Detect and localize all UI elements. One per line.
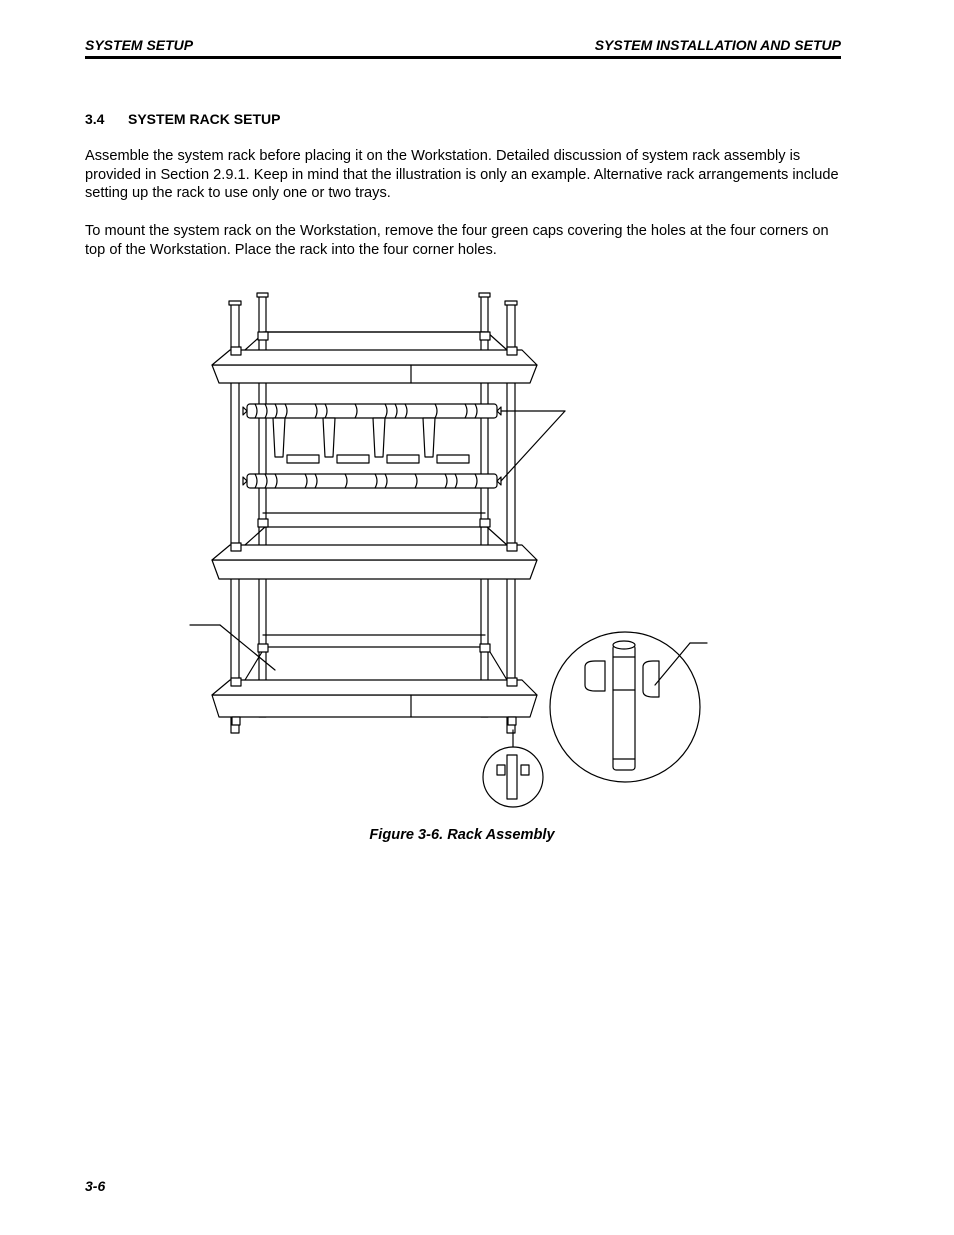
figure-caption: Figure 3-6. Rack Assembly <box>369 827 555 843</box>
header-section-title: SYSTEM INSTALLATION AND SETUP <box>594 37 841 53</box>
rack-assembly-figure <box>185 285 715 815</box>
top-tray <box>212 332 537 383</box>
large-detail-circle <box>550 632 707 782</box>
body-paragraph-mount: To mount the system rack on the Workstation, remove the four green caps covering the holes at the four corners on top of the Workstation. Place the rack into the four corner holes. <box>85 223 829 258</box>
page-header <box>85 37 841 59</box>
page-number: 3-6 <box>85 1178 106 1194</box>
tube-holders <box>273 418 469 463</box>
body-paragraph-assemble: Assemble the system rack before placing it on the Workstation. Detailed discussion of system rack assembly is provided in Section 2.9.1. Keep in mind that the illustration is only an example. Alternative rack arrangements include setting up the rack to use only one or two trays. <box>85 148 839 202</box>
rack-assembly-illustration <box>185 285 715 815</box>
section-title: SYSTEM RACK SETUP <box>128 111 281 127</box>
small-detail-circle <box>483 730 543 807</box>
section-heading <box>85 111 280 128</box>
section-number: 3.4 <box>85 111 105 127</box>
header-chapter-title: SYSTEM SETUP <box>85 37 194 53</box>
